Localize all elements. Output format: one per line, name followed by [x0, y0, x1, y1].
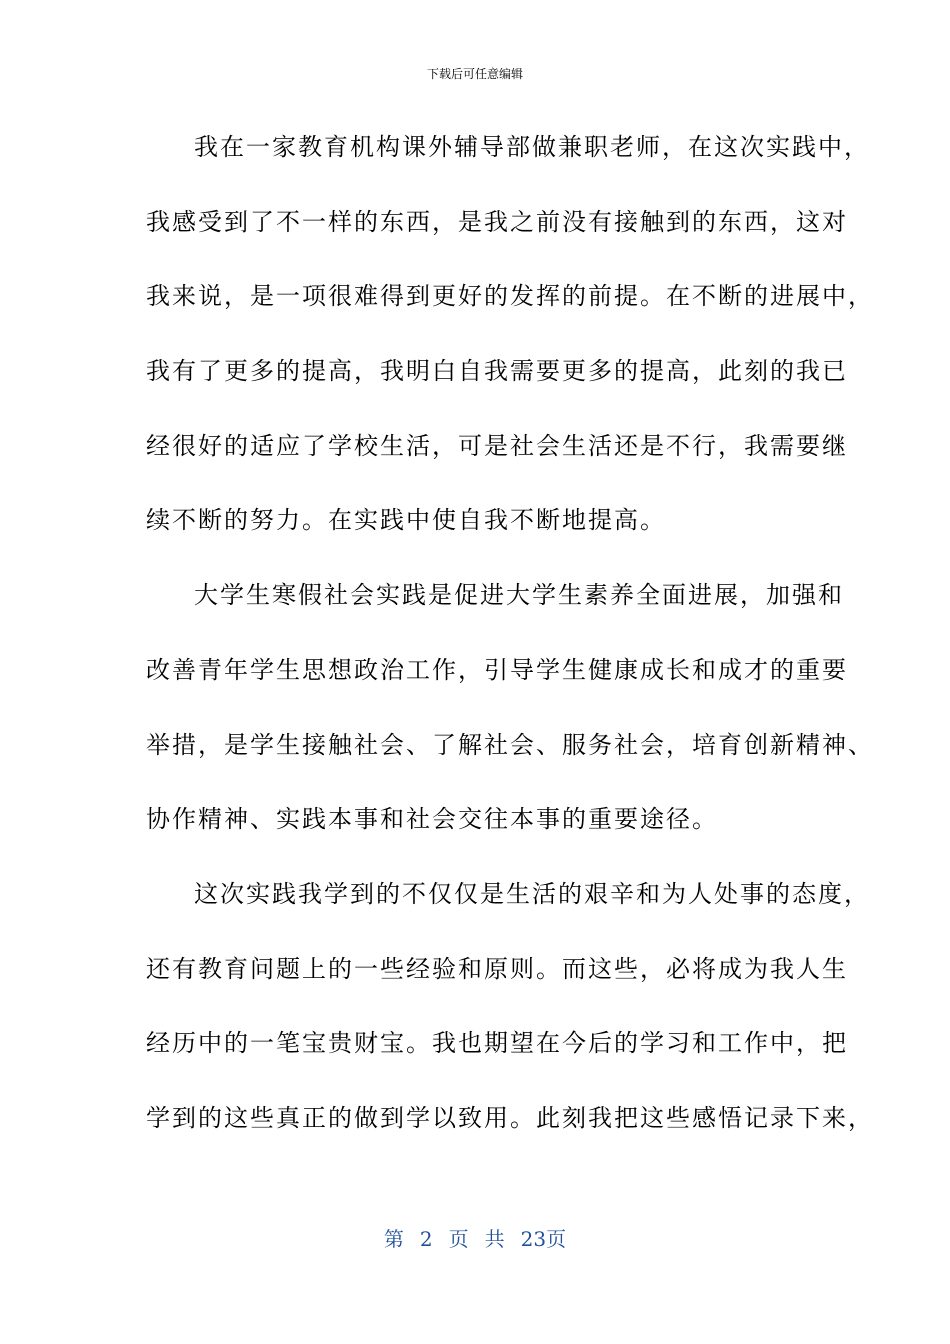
paragraph-1-line-5: 经很好的适应了学校生活，可是社会生活还是不行，我需要继	[146, 431, 848, 460]
footer-total-pages: 23	[520, 1227, 547, 1251]
paragraph-3-line-1: 这次实践我学到的不仅仅是生活的艰辛和为人处事的态度，	[194, 879, 870, 908]
paragraph-1-line-1: 我在一家教育机构课外辅导部做兼职老师，在这次实践中，	[194, 133, 870, 161]
footer-suffix: 页	[546, 1227, 567, 1251]
page-footer	[0, 1226, 950, 1252]
footer-page-number: 2	[419, 1227, 433, 1251]
header-note: 下载后可任意编辑	[426, 67, 523, 81]
paragraph-1-line-6: 续不断的努力。在实践中使自我不断地提高。	[146, 506, 666, 535]
paragraph-3-line-2: 还有教育问题上的一些经验和原则。而这些，必将成为我人生	[146, 954, 848, 983]
footer-prefix: 第	[383, 1227, 404, 1251]
footer-total-word: 共	[484, 1227, 505, 1251]
paragraph-2-line-1: 大学生寒假社会实践是促进大学生素养全面进展，加强和	[194, 581, 844, 610]
paragraph-1-line-3: 我来说，是一项很难得到更好的发挥的前提。在不断的进展中，	[146, 282, 874, 311]
paragraph-2-line-4: 协作精神、实践本事和社会交往本事的重要途径。	[146, 805, 718, 834]
paragraph-2-line-2: 改善青年学生思想政治工作，引导学生健康成长和成才的重要	[146, 655, 848, 684]
document-body	[146, 120, 874, 1166]
footer-page-word: 页	[448, 1227, 469, 1251]
paragraph-1-line-2: 我感受到了不一样的东西，是我之前没有接触到的东西，这对	[146, 207, 848, 236]
paragraph-2-line-3: 举措，是学生接触社会、了解社会、服务社会，培育创新精神、	[146, 730, 874, 759]
paragraph-1-line-4: 我有了更多的提高，我明白自我需要更多的提高，此刻的我已	[146, 357, 848, 386]
paragraph-3-line-4: 学到的这些真正的做到学以致用。此刻我把这些感悟记录下来，	[146, 1103, 874, 1132]
paragraph-3-line-3: 经历中的一笔宝贵财宝。我也期望在今后的学习和工作中，把	[146, 1029, 848, 1058]
